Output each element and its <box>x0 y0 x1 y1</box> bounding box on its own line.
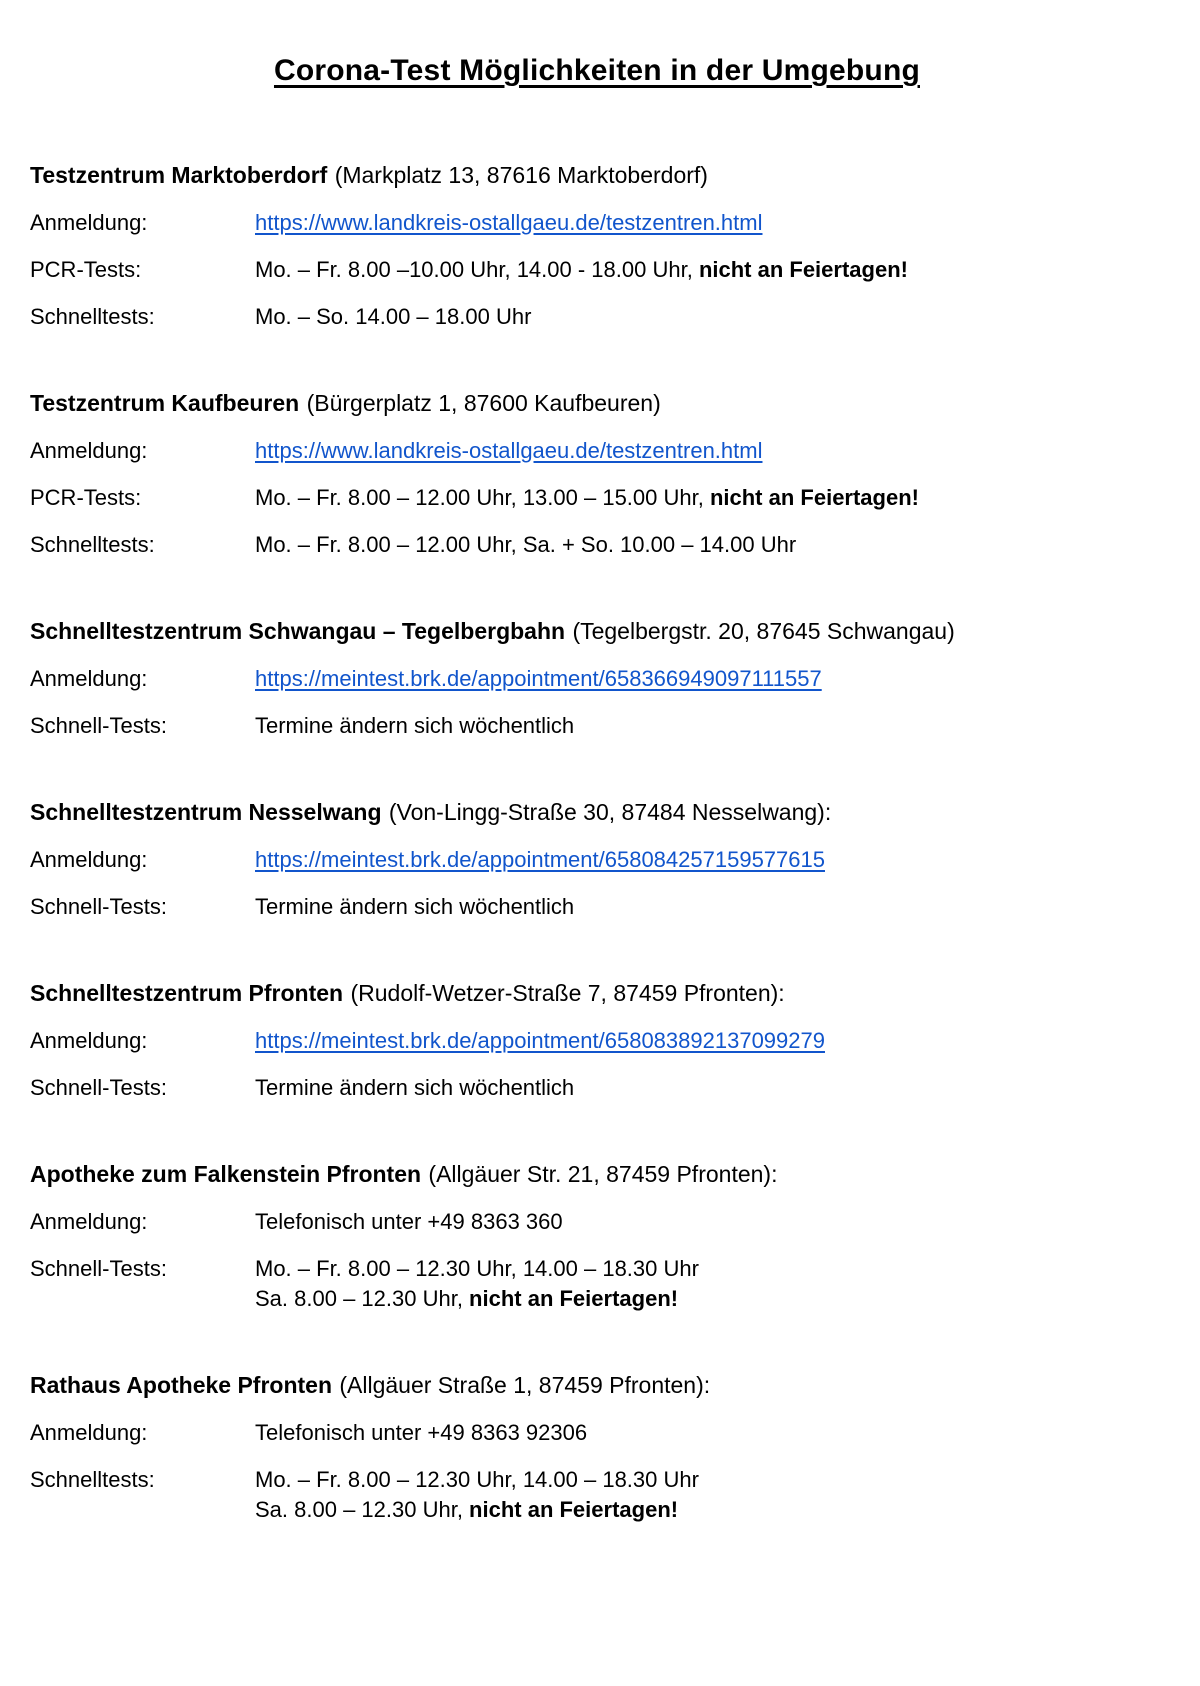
registration-link[interactable]: https://www.landkreis-ostallgaeu.de/testzentren.html <box>255 210 763 235</box>
row-label: Anmeldung: <box>30 1420 148 1445</box>
center-address: (Tegelbergstr. 20, 87645 Schwangau) <box>572 618 955 644</box>
row-value <box>255 436 1164 466</box>
test-center-section <box>30 797 1164 922</box>
center-heading <box>30 797 1164 828</box>
row-label: Anmeldung: <box>30 438 148 463</box>
row-value-bold-text: nicht an Feiertagen! <box>469 1286 679 1311</box>
info-row <box>30 1026 1164 1056</box>
info-row <box>30 1207 1164 1237</box>
center-heading <box>30 1370 1164 1401</box>
row-value-text: Mo. – Fr. 8.00 – 12.00 Uhr, Sa. + So. 10.00 – 14.00 Uhr <box>255 532 797 557</box>
row-label: Schnell-Tests: <box>30 1256 167 1281</box>
row-value-text: Mo. – So. 14.00 – 18.00 Uhr <box>255 304 532 329</box>
test-center-section <box>30 1159 1164 1314</box>
row-label: Anmeldung: <box>30 847 148 872</box>
row-value <box>255 208 1164 238</box>
row-value-text: Mo. – Fr. 8.00 –10.00 Uhr, 14.00 - 18.00 Uhr, <box>255 257 699 282</box>
row-value-text: Mo. – Fr. 8.00 – 12.00 Uhr, 13.00 – 15.00 Uhr, <box>255 485 710 510</box>
row-value-bold-text: nicht an Feiertagen! <box>698 257 908 282</box>
row-value-text: Termine ändern sich wöchentlich <box>255 1075 575 1100</box>
info-row <box>30 255 1164 285</box>
row-value <box>255 892 1164 922</box>
test-center-section <box>30 616 1164 741</box>
registration-link[interactable]: https://www.landkreis-ostallgaeu.de/testzentren.html <box>255 438 763 463</box>
center-heading <box>30 160 1164 191</box>
center-address: (Rudolf-Wetzer-Straße 7, 87459 Pfronten): <box>350 980 785 1006</box>
center-name: Schnelltestzentrum Pfronten <box>30 980 344 1006</box>
info-row <box>30 1073 1164 1103</box>
center-heading <box>30 616 1164 647</box>
center-name: Schnelltestzentrum Nesselwang <box>30 799 382 825</box>
row-label: Anmeldung: <box>30 1209 148 1234</box>
center-name: Testzentrum Marktoberdorf <box>30 162 328 188</box>
row-value <box>255 711 1164 741</box>
center-address: (Allgäuer Straße 1, 87459 Pfronten): <box>339 1372 711 1398</box>
center-name: Schnelltestzentrum Schwangau – Tegelbergbahn <box>30 618 566 644</box>
center-address: (Allgäuer Str. 21, 87459 Pfronten): <box>428 1161 778 1187</box>
info-row <box>30 1254 1164 1314</box>
row-label: Schnell-Tests: <box>30 713 167 738</box>
info-row <box>30 436 1164 466</box>
row-value <box>255 1418 1164 1448</box>
row-value <box>255 1465 1164 1525</box>
info-row <box>30 483 1164 513</box>
row-value-text: Mo. – Fr. 8.00 – 12.30 Uhr, 14.00 – 18.30 Uhr <box>255 1467 699 1492</box>
center-heading <box>30 388 1164 419</box>
test-center-section <box>30 160 1164 332</box>
test-center-section <box>30 1370 1164 1525</box>
row-label: Schnelltests: <box>30 532 155 557</box>
registration-link[interactable]: https://meintest.brk.de/appointment/658084257159577615 <box>255 847 825 872</box>
registration-link[interactable]: https://meintest.brk.de/appointment/658366949097111557 <box>255 666 822 691</box>
row-value-bold-text: nicht an Feiertagen! <box>709 485 919 510</box>
info-row <box>30 530 1164 560</box>
center-address: (Markplatz 13, 87616 Marktoberdorf) <box>334 162 708 188</box>
row-value-text: Termine ändern sich wöchentlich <box>255 894 575 919</box>
center-address: (Von-Lingg-Straße 30, 87484 Nesselwang): <box>388 799 832 825</box>
info-row <box>30 845 1164 875</box>
sections-container <box>30 160 1164 1525</box>
row-value-text: Telefonisch unter +49 8363 360 <box>255 1209 563 1234</box>
row-value-bold-text: nicht an Feiertagen! <box>469 1497 679 1522</box>
row-value <box>255 1026 1164 1056</box>
info-row <box>30 1465 1164 1525</box>
info-row <box>30 302 1164 332</box>
row-value <box>255 1207 1164 1237</box>
registration-link[interactable]: https://meintest.brk.de/appointment/658083892137099279 <box>255 1028 825 1053</box>
row-value-text: Sa. 8.00 – 12.30 Uhr, <box>255 1497 470 1522</box>
test-center-section <box>30 978 1164 1103</box>
row-label: PCR-Tests: <box>30 257 142 282</box>
center-name: Testzentrum Kaufbeuren <box>30 390 300 416</box>
row-label: Anmeldung: <box>30 210 148 235</box>
center-name: Apotheke zum Falkenstein Pfronten <box>30 1161 422 1187</box>
row-label: Anmeldung: <box>30 1028 148 1053</box>
row-value-text: Termine ändern sich wöchentlich <box>255 713 575 738</box>
row-label: Anmeldung: <box>30 666 148 691</box>
center-heading <box>30 1159 1164 1190</box>
row-value <box>255 1254 1164 1314</box>
row-label: Schnelltests: <box>30 1467 155 1492</box>
test-center-section <box>30 388 1164 560</box>
row-value <box>255 845 1164 875</box>
row-label: Schnelltests: <box>30 304 155 329</box>
row-label: Schnell-Tests: <box>30 1075 167 1100</box>
row-value <box>255 664 1164 694</box>
row-value <box>255 1073 1164 1103</box>
center-name: Rathaus Apotheke Pfronten <box>30 1372 333 1398</box>
row-label: Schnell-Tests: <box>30 894 167 919</box>
info-row <box>30 1418 1164 1448</box>
info-row <box>30 664 1164 694</box>
row-value-text: Mo. – Fr. 8.00 – 12.30 Uhr, 14.00 – 18.30 Uhr <box>255 1256 699 1281</box>
row-value <box>255 530 1164 560</box>
info-row <box>30 892 1164 922</box>
document-title: Corona-Test Möglichkeiten in der Umgebung <box>273 54 920 87</box>
row-value-text: Telefonisch unter +49 8363 92306 <box>255 1420 588 1445</box>
info-row <box>30 208 1164 238</box>
row-value <box>255 483 1164 513</box>
center-address: (Bürgerplatz 1, 87600 Kaufbeuren) <box>306 390 661 416</box>
row-value <box>255 302 1164 332</box>
center-heading <box>30 978 1164 1009</box>
row-value-text: Sa. 8.00 – 12.30 Uhr, <box>255 1286 470 1311</box>
info-row <box>30 711 1164 741</box>
row-value <box>255 255 1164 285</box>
row-label: PCR-Tests: <box>30 485 142 510</box>
